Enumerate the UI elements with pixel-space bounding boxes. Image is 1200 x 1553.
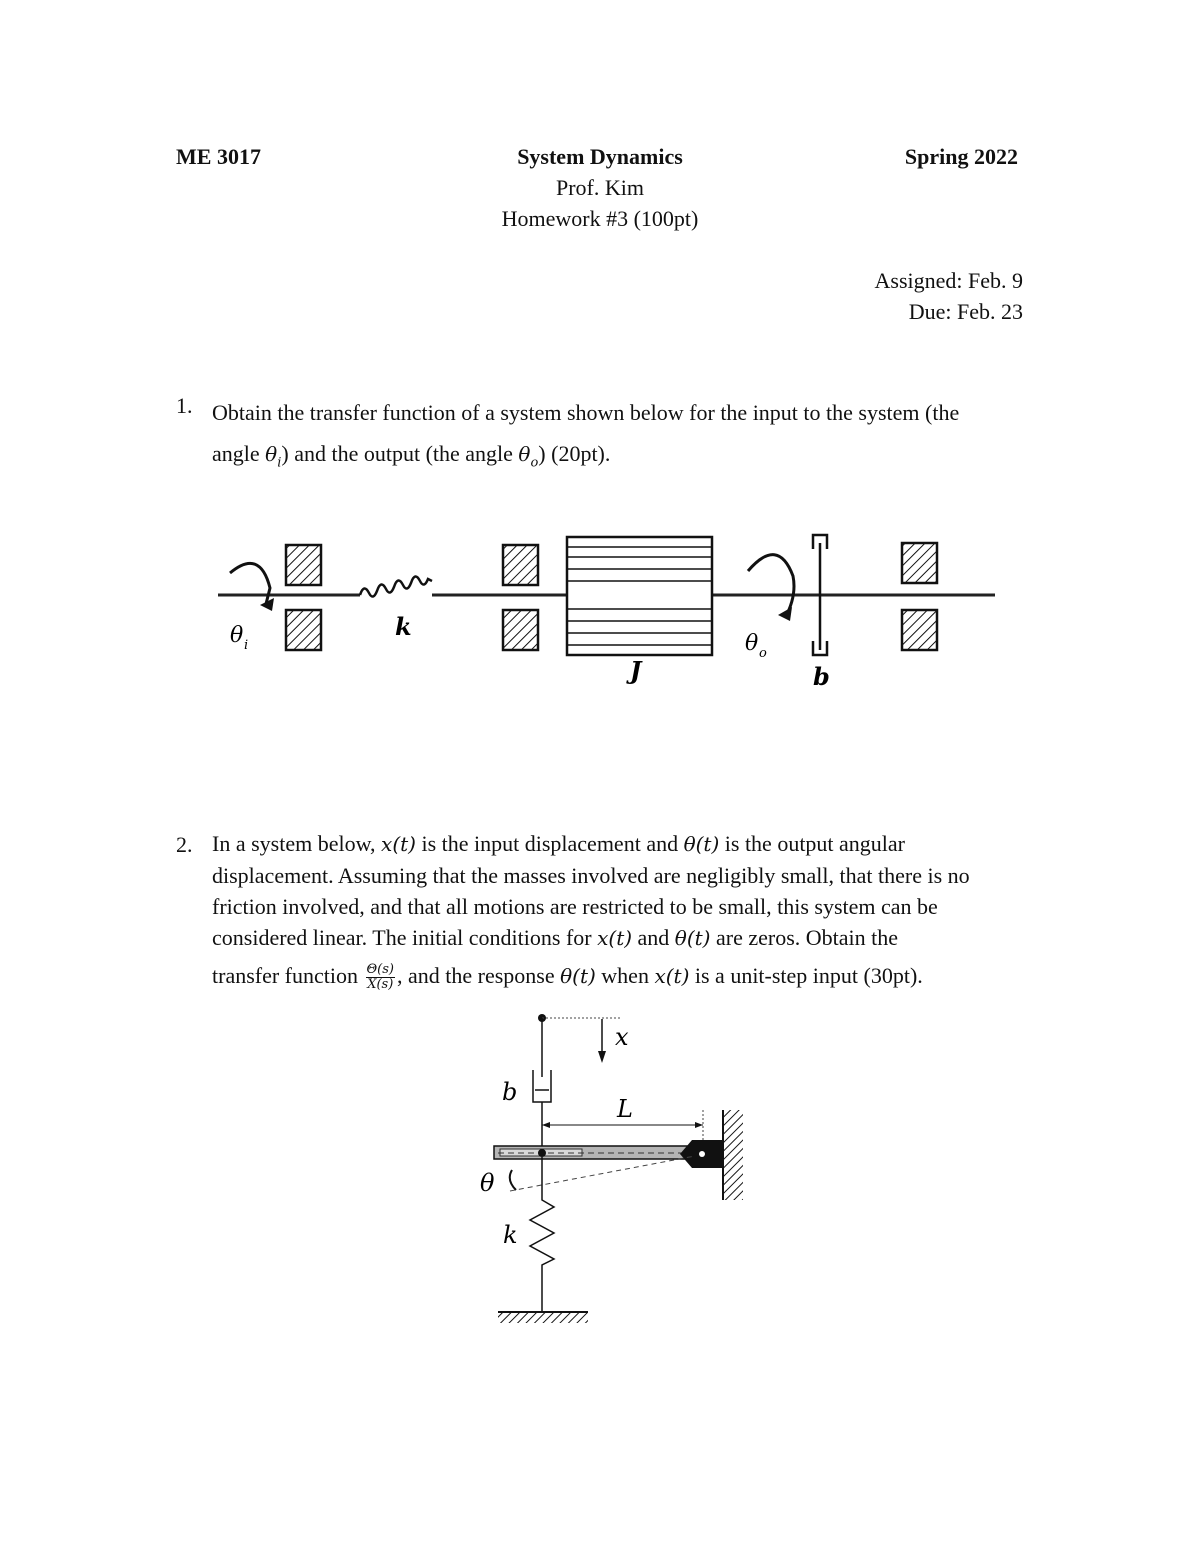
k-label-fig2: k	[503, 1221, 518, 1249]
theta-of-t: θ(t)	[683, 832, 720, 856]
q1-line2c: ) (20pt).	[538, 441, 611, 466]
professor: Prof. Kim	[556, 175, 644, 200]
q2-figure	[470, 1005, 760, 1335]
damper-b-fig2	[533, 1070, 551, 1152]
x-label: x	[615, 1023, 629, 1051]
q2-line5d: is a unit-step input (30pt).	[689, 963, 923, 988]
q1-figure	[200, 525, 1010, 700]
q2-line5b: , and the response	[396, 963, 561, 988]
q1-text	[212, 392, 1032, 483]
theta-of-t-2: θ(t)	[674, 926, 711, 950]
b-label-fig2: b	[502, 1078, 518, 1106]
spring-k	[530, 1157, 554, 1312]
theta-i-arrow	[230, 563, 270, 604]
pivot-pin	[699, 1151, 705, 1157]
x-of-t-2: x(t)	[597, 926, 633, 950]
q2-line4c: are zeros. Obtain the	[710, 925, 899, 950]
k-label-fig1: k	[395, 612, 412, 641]
theta-of-t-3: θ(t)	[560, 964, 596, 988]
L-label: L	[617, 1095, 633, 1123]
course-title: System Dynamics	[517, 144, 683, 169]
spring-coil	[360, 576, 432, 596]
q2-line1a: In a system below,	[212, 831, 382, 856]
x-of-t: x(t)	[381, 832, 416, 856]
q1-line2b: ) and the output (the angle	[281, 441, 519, 466]
theta-o-subscript: o	[530, 455, 539, 471]
theta-i-subscript: i	[277, 455, 282, 471]
b-label-fig1: b	[813, 662, 830, 691]
course-code: ME 3017	[176, 144, 261, 169]
q1-line1: Obtain the transfer function of a system shown below for the input to the system (the	[212, 400, 960, 425]
deflected-line	[510, 1156, 695, 1191]
J-label: J	[630, 656, 642, 685]
theta-o-arrow	[748, 555, 794, 618]
bearing-1-top	[286, 545, 321, 585]
q2-line5a: transfer function	[212, 963, 364, 988]
bearing-2-bottom	[503, 610, 538, 650]
term: Spring 2022	[904, 144, 1018, 169]
bearing-3-top	[902, 543, 937, 583]
x-of-t-3: x(t)	[654, 964, 690, 988]
theta-i-label-sub: i	[244, 638, 249, 653]
due-date: Due: Feb. 23	[908, 299, 1023, 324]
theta-i-symbol: θ	[265, 442, 278, 466]
q2-line1c: is the output angular	[719, 831, 906, 856]
theta-o-arrowhead	[778, 607, 792, 621]
theta-o-symbol: θ	[518, 442, 531, 466]
L-arrowhead-right	[695, 1122, 703, 1128]
q2-number: 2.	[176, 832, 193, 857]
theta-label: θ	[480, 1169, 495, 1197]
bearing-3-bottom	[902, 610, 937, 650]
q2-line2: displacement. Assuming that the masses involved are negligibly small, that there is no	[212, 863, 970, 888]
q2-line4b: and	[632, 925, 675, 950]
q2-line1b: is the input displacement and	[415, 831, 684, 856]
x-arrowhead	[598, 1051, 606, 1063]
ground-hatch	[498, 1313, 588, 1323]
fraction-denominator: X(s)	[367, 977, 394, 993]
homework-title: Homework #3 (100pt)	[501, 206, 699, 231]
q1-line2a: angle	[212, 441, 266, 466]
q2-text	[212, 828, 1032, 992]
q2-line3: friction involved, and that all motions are restricted to be small, this system can be	[212, 894, 938, 919]
q2-line4a: considered linear. The initial conditions for	[212, 925, 598, 950]
L-arrowhead-left	[542, 1122, 550, 1128]
theta-arc	[510, 1170, 516, 1190]
bearing-1-bottom	[286, 610, 321, 650]
theta-i-label: θ	[230, 623, 244, 648]
fraction-numerator: Θ(s)	[366, 962, 394, 978]
lever-joint	[538, 1149, 546, 1157]
inertia-J	[567, 537, 712, 655]
assigned-date: Assigned: Feb. 9	[874, 268, 1023, 293]
theta-o-label: θ	[745, 631, 759, 656]
theta-o-label-sub: o	[759, 646, 767, 661]
transfer-function-fraction	[366, 963, 395, 992]
q2-line5c: when	[595, 963, 655, 988]
q1-number: 1.	[176, 393, 193, 418]
bearing-2-top	[503, 545, 538, 585]
wall-hatch	[723, 1110, 743, 1200]
